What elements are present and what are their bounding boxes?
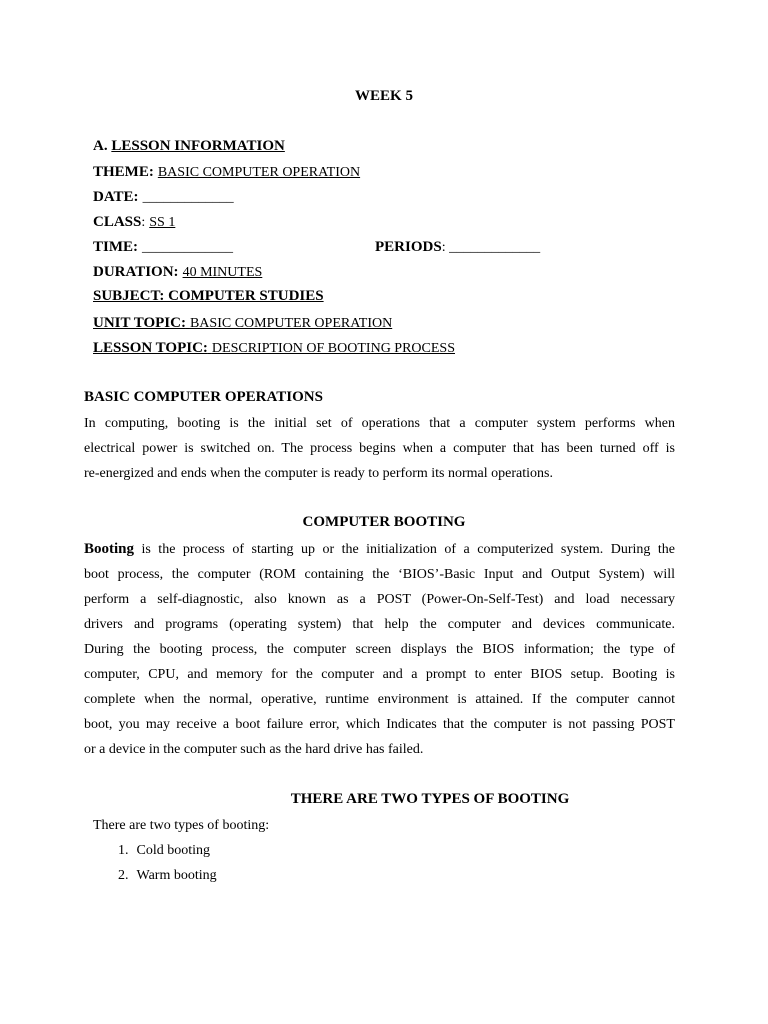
time-row	[93, 238, 233, 256]
lesson-topic-row	[93, 339, 455, 357]
paragraph-line: perform a self-diagnostic, also known as a POST (Power-On-Self-Test) and load necessary	[84, 592, 675, 607]
class-colon: :	[141, 215, 146, 230]
periods-row	[375, 238, 540, 256]
paragraph-line: computer, CPU, and memory for the computer and a prompt to enter BIOS setup. Booting is	[84, 667, 675, 682]
date-row	[93, 188, 234, 206]
duration-row	[93, 263, 262, 281]
unit-topic-row	[93, 314, 392, 332]
class-row	[93, 213, 175, 231]
date-value: _____________	[142, 190, 234, 205]
theme-row	[93, 163, 360, 181]
types-intro: There are two types of booting:	[93, 818, 270, 833]
lesson-info-title: LESSON INFORMATION	[111, 138, 285, 154]
lesson-info-heading	[93, 138, 285, 155]
lesson-topic-value: DESCRIPTION OF BOOTING PROCESS	[211, 341, 455, 356]
list-item	[118, 843, 210, 859]
paragraph-line: In computing, booting is the initial set of operations that a computer system performs when	[84, 416, 675, 431]
list-item-text: Warm booting	[136, 868, 217, 883]
time-value: _____________	[142, 240, 233, 255]
computer-booting-heading: COMPUTER BOOTING	[302, 514, 466, 530]
subject-row: SUBJECT: COMPUTER STUDIES	[93, 288, 324, 304]
types-heading: THERE ARE TWO TYPES OF BOOTING	[290, 791, 570, 807]
computer-booting-paragraph	[84, 537, 675, 762]
paragraph-line: or a device in the computer such as the hard drive has failed.	[84, 742, 424, 757]
paragraph-line: electrical power is switched on. The process begins when a computer that has been turned off is	[84, 441, 675, 456]
list-item-text: Cold booting	[136, 843, 211, 858]
week-title: WEEK 5	[355, 88, 413, 104]
unit-topic-value: BASIC COMPUTER OPERATION	[189, 316, 393, 331]
theme-value: BASIC COMPUTER OPERATION	[157, 165, 361, 180]
paragraph-line: During the booting process, the computer screen displays the BIOS information; the type of	[84, 642, 675, 657]
paragraph-line: re-energized and ends when the computer is ready to perform its normal operations.	[84, 466, 553, 481]
basic-ops-heading: BASIC COMPUTER OPERATIONS	[84, 389, 323, 405]
paragraph-line: boot, you may receive a boot failure error, which Indicates that the computer is not passing POST	[84, 717, 675, 732]
date-label: DATE:	[93, 189, 139, 205]
duration-value: 40 MINUTES	[182, 265, 263, 280]
class-label: CLASS	[93, 214, 142, 230]
periods-value: : _____________	[441, 240, 541, 255]
unit-topic-label: UNIT TOPIC:	[93, 315, 186, 331]
duration-label: DURATION:	[93, 264, 179, 280]
paragraph-line: boot process, the computer (ROM containing the ‘BIOS’-Basic Input and Output System) will	[84, 567, 675, 582]
class-value: SS 1	[149, 215, 176, 230]
periods-label: PERIODS	[375, 239, 442, 255]
list-item	[118, 868, 217, 884]
paragraph-line	[84, 537, 675, 562]
list-item-number: 1.	[118, 843, 129, 858]
lesson-topic-label: LESSON TOPIC:	[93, 340, 208, 356]
basic-ops-paragraph	[84, 411, 675, 486]
booting-term: Booting	[84, 541, 135, 557]
list-item-number: 2.	[118, 868, 129, 883]
paragraph-line: drivers and programs (operating system) that help the computer and devices communicate.	[84, 617, 675, 632]
first-line-rest: is the process of starting up or the initialization of a computerized system. During the	[134, 542, 675, 557]
paragraph-line: complete when the normal, operative, runtime environment is attained. If the computer cannot	[84, 692, 675, 707]
lesson-info-prefix: A.	[93, 138, 112, 154]
time-label: TIME:	[93, 239, 138, 255]
theme-label: THEME:	[93, 164, 154, 180]
